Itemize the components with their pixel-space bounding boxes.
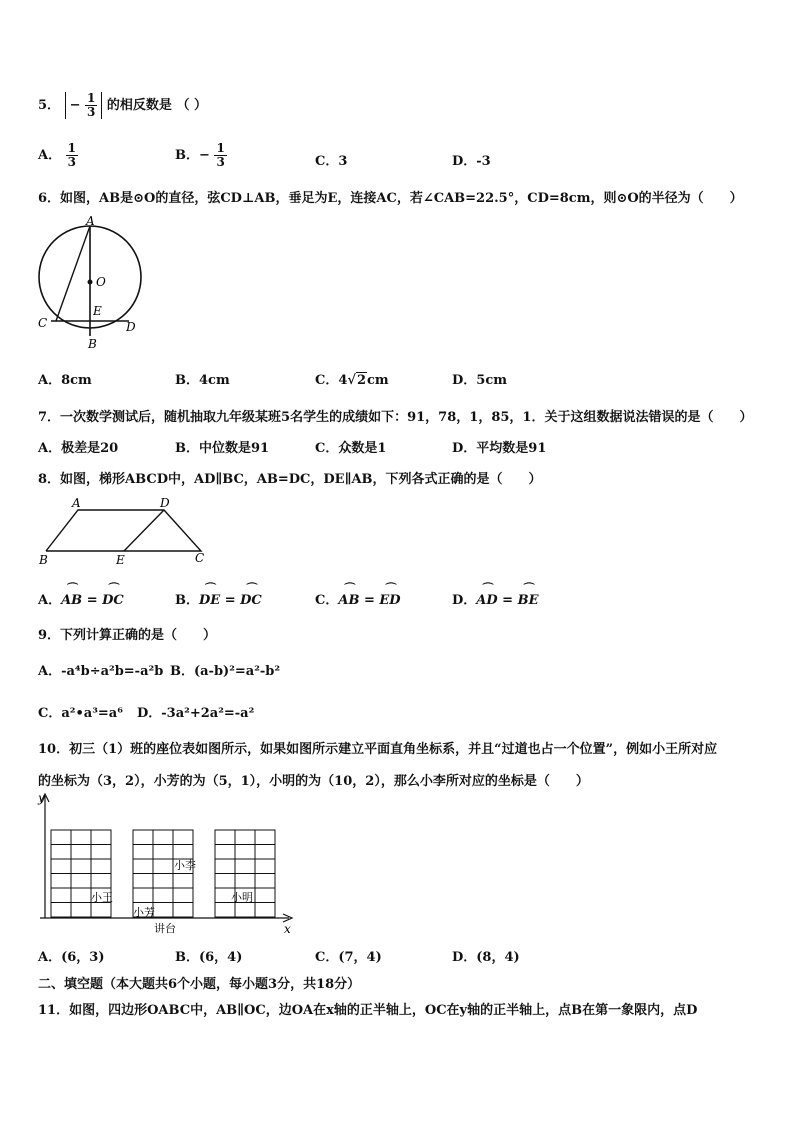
- svg-text:y: y: [38, 791, 45, 805]
- seat-cell: [255, 888, 275, 903]
- seat-cell: [51, 845, 71, 860]
- q5-fraction: $\frac{1}{3}$: [87, 91, 96, 119]
- seat-cell: [173, 845, 193, 860]
- seat-cell: [91, 903, 111, 918]
- seat-cell: [235, 903, 255, 918]
- q7-option-b: B．中位数是91: [175, 441, 270, 456]
- seat-cell: [153, 874, 173, 889]
- svg-text:A: A: [72, 496, 81, 510]
- svg-text:小王: 小王: [91, 891, 113, 904]
- svg-text:C: C: [195, 551, 205, 565]
- q5-option-d: D．-3: [452, 154, 491, 169]
- seat-cell: [51, 830, 71, 845]
- q7-option-c: C．众数是1: [315, 441, 387, 456]
- seat-cell: [235, 845, 255, 860]
- q7-option-a: A．极差是20: [38, 441, 119, 456]
- seat-cell: [235, 859, 255, 874]
- seat-cell: [173, 903, 193, 918]
- q8-option-c: C．⌒ AB = ⌒ ED: [315, 589, 401, 608]
- seat-cell: [235, 830, 255, 845]
- q8-stem: 8．如图，梯形ABCD中，AD∥BC，AB=DC，DE∥AB，下列各式正确的是（ ）: [38, 472, 542, 487]
- seat-cell: [173, 830, 193, 845]
- seat-cell: [133, 874, 153, 889]
- seat-cell: [71, 830, 91, 845]
- q5-option-b: B．− $\frac{1}{3}$: [175, 141, 225, 169]
- q8-trapezoid-figure: [36, 494, 210, 568]
- seat-cell: [91, 845, 111, 860]
- seat-cell: [153, 859, 173, 874]
- svg-text:x: x: [284, 922, 291, 936]
- seat-cell: [133, 845, 153, 860]
- seat-cell: [71, 888, 91, 903]
- svg-text:小李: 小李: [174, 859, 196, 872]
- q5-option-a: A． $\frac{1}{3}$: [38, 141, 76, 169]
- seat-cell: [235, 874, 255, 889]
- seat-cell: [255, 903, 275, 918]
- section-title-fill-in: 二、填空题（本大题共6个小题，每小题3分，共18分）: [38, 977, 361, 992]
- q5-line: [38, 92, 207, 119]
- seat-cell: [173, 874, 193, 889]
- seat-cell: [215, 845, 235, 860]
- seat-cell: [91, 874, 111, 889]
- seat-cell: [215, 874, 235, 889]
- q7-stem: 7．一次数学测试后，随机抽取九年级某班5名学生的成绩如下：91，78，1，85，1．关于这组数据说法错误的是（ ）: [38, 410, 753, 425]
- seat-cell: [153, 830, 173, 845]
- seat-cell: [215, 830, 235, 845]
- svg-text:E: E: [116, 553, 125, 567]
- q10-option-b: B．(6，4): [175, 950, 243, 965]
- svg-text:D: D: [160, 496, 170, 510]
- q5-stem: 的相反数是: [106, 98, 172, 113]
- q9-option-d: D．-3a²+2a²=-a²: [137, 706, 255, 721]
- q9-option-a: A．-a⁴b÷a²b=-a²b: [38, 664, 164, 679]
- q6-option-a: A．8cm: [38, 373, 92, 388]
- svg-text:讲台: 讲台: [154, 922, 176, 935]
- seat-cell: [91, 830, 111, 845]
- seat-cell: [255, 874, 275, 889]
- q5-abs-expression: − $\frac{1}{3}$: [65, 92, 103, 119]
- q5-option-c: C．3: [315, 154, 348, 169]
- seat-cell: [51, 859, 71, 874]
- svg-text:A: A: [86, 214, 95, 228]
- svg-text:B: B: [88, 337, 97, 351]
- seat-cell: [51, 874, 71, 889]
- q8-option-b: B．⌒ DE = ⌒ DC: [175, 589, 262, 608]
- seat-cell: [173, 888, 193, 903]
- q6-option-c: C．4√2cm: [315, 373, 389, 388]
- seat-cell: [255, 845, 275, 860]
- svg-text:B: B: [39, 553, 48, 567]
- q9-option-b: B．(a-b)²=a²-b²: [170, 664, 281, 679]
- svg-text:小芳: 小芳: [133, 906, 155, 919]
- q9-stem: 9．下列计算正确的是（ ）: [38, 628, 217, 643]
- svg-text:E: E: [93, 304, 102, 318]
- seat-cell: [215, 903, 235, 918]
- q6-stem: 6．如图，AB是⊙O的直径，弦CD⊥AB，垂足为E，连接AC，若∠CAB=22.5°，CD=8cm，则⊙O的半径为（ ）: [38, 191, 743, 206]
- q10-option-a: A．(6，3): [38, 950, 105, 965]
- q9-option-c: C．a²•a³=a⁶: [38, 706, 123, 721]
- q6-option-b: B．4cm: [175, 373, 230, 388]
- q5-paren: （ ）: [176, 98, 207, 113]
- q10-stem-line2: 的坐标为（3，2），小芳的为（5，1），小明的为（10，2），那么小李所对应的坐标是（ ）: [38, 774, 589, 789]
- seat-cell: [91, 859, 111, 874]
- q10-seating-chart: [34, 790, 300, 938]
- q11-stem: 11．如图，四边形OABC中，AB∥OC，边OA在x轴的正半轴上，OC在y轴的正半轴上，点B在第一象限内，点D: [38, 1003, 698, 1018]
- svg-text:D: D: [126, 320, 136, 334]
- q8-option-d: D．⌒ AD = ⌒ BE: [452, 589, 539, 608]
- seat-cell: [71, 845, 91, 860]
- seat-cell: [255, 859, 275, 874]
- seat-cell: [153, 845, 173, 860]
- q5-number: 5．: [38, 98, 61, 113]
- seat-cell: [153, 888, 173, 903]
- q6-circle-figure: [34, 214, 144, 354]
- svg-text:C: C: [38, 316, 48, 330]
- q8-option-a: A．⌒ AB = ⌒ DC: [38, 589, 124, 608]
- seat-cell: [51, 888, 71, 903]
- svg-text:小明: 小明: [231, 891, 253, 904]
- q10-option-c: C．(7，4): [315, 950, 382, 965]
- svg-text:O: O: [96, 275, 106, 289]
- seat-cell: [51, 903, 71, 918]
- seat-cell: [71, 859, 91, 874]
- q6-option-d: D．5cm: [452, 373, 507, 388]
- q10-option-d: D．(8，4): [452, 950, 520, 965]
- q7-option-d: D．平均数是91: [452, 441, 547, 456]
- seat-cell: [255, 830, 275, 845]
- seat-cell: [133, 830, 153, 845]
- seat-cell: [133, 859, 153, 874]
- seat-cell: [133, 888, 153, 903]
- seat-cell: [153, 903, 173, 918]
- q10-stem-line1: 10．初三（1）班的座位表如图所示，如果如图所示建立平面直角坐标系，并且“过道也占一个位置”，例如小王所对应: [38, 742, 718, 757]
- seat-cell: [215, 859, 235, 874]
- seat-cell: [71, 903, 91, 918]
- seat-cell: [71, 874, 91, 889]
